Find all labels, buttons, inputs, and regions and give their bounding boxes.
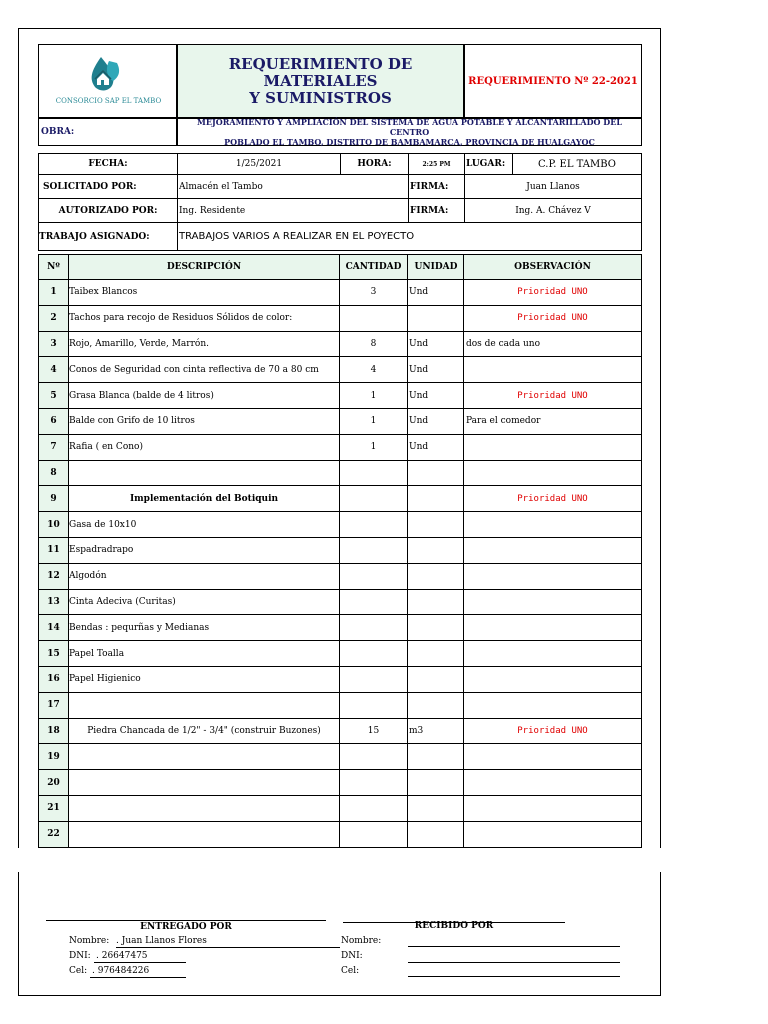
row-description: Piedra Chancada de 1/2" - 3/4" (construir Buzones) bbox=[69, 719, 340, 745]
header-description: DESCRIPCIÓN bbox=[69, 254, 340, 280]
title-line-1: REQUERIMIENTO DE MATERIALES bbox=[228, 54, 413, 90]
row-observation bbox=[464, 770, 642, 796]
row-observation: dos de cada uno bbox=[464, 332, 642, 358]
row-quantity bbox=[340, 770, 408, 796]
dni-value: . 26647475 bbox=[96, 951, 148, 961]
row-description: Rafia ( en Cono) bbox=[69, 435, 340, 461]
table-row bbox=[38, 486, 642, 512]
row-description bbox=[69, 796, 340, 822]
table-row bbox=[38, 409, 642, 435]
row-unit bbox=[408, 641, 464, 667]
recibido-cel-line bbox=[408, 976, 620, 977]
table-row bbox=[38, 357, 642, 383]
row-observation: Prioridad UNO bbox=[464, 486, 642, 512]
cel-label: Cel: bbox=[69, 966, 88, 976]
water-drop-house-logo-icon bbox=[39, 45, 178, 119]
row-number: 19 bbox=[38, 744, 69, 770]
row-description: Conos de Seguridad con cinta reflectiva de 70 a 80 cm bbox=[69, 357, 340, 383]
row-number: 16 bbox=[38, 667, 69, 693]
row-description: Cinta Adeciva (Curitas) bbox=[69, 590, 340, 616]
row-number: 11 bbox=[38, 538, 69, 564]
nombre-label: Nombre: bbox=[69, 936, 110, 946]
row-unit bbox=[408, 564, 464, 590]
recibido-dni-line bbox=[408, 962, 620, 963]
row-observation bbox=[464, 461, 642, 487]
firma-value-1: Juan Llanos bbox=[464, 175, 642, 199]
row-quantity: 3 bbox=[340, 280, 408, 306]
cel-value: . 976484226 bbox=[92, 966, 150, 976]
table-row bbox=[38, 512, 642, 538]
table-row bbox=[38, 435, 642, 461]
row-description: Algodón bbox=[69, 564, 340, 590]
row-quantity bbox=[340, 822, 408, 848]
obra-line-1: MEJORAMIENTO Y AMPLIACIÓN DEL SISTEMA DE AGUA POTABLE Y ALCANTARILLADO DEL CENTRO bbox=[197, 117, 622, 137]
row-unit: Und bbox=[408, 332, 464, 358]
recibido-nombre-label: Nombre: bbox=[341, 936, 382, 946]
row-observation: Prioridad UNO bbox=[464, 719, 642, 745]
row-description: Bendas : pequrñas y Medianas bbox=[69, 615, 340, 641]
row-quantity: 1 bbox=[340, 435, 408, 461]
obra-description-box bbox=[177, 118, 642, 146]
row-quantity: 1 bbox=[340, 383, 408, 409]
row-quantity: 4 bbox=[340, 357, 408, 383]
row-observation: Para el comedor bbox=[464, 409, 642, 435]
row-quantity bbox=[340, 641, 408, 667]
firma-label-2: FIRMA: bbox=[408, 199, 464, 223]
row-quantity bbox=[340, 590, 408, 616]
row-observation bbox=[464, 512, 642, 538]
header-unit: UNIDAD bbox=[408, 254, 464, 280]
row-description: Gasa de 10x10 bbox=[69, 512, 340, 538]
row-observation: Prioridad UNO bbox=[464, 280, 642, 306]
row-unit bbox=[408, 693, 464, 719]
table-header-row bbox=[38, 254, 642, 280]
requirement-number: REQUERIMIENTO Nº 22-2021 bbox=[468, 75, 638, 87]
row-number: 20 bbox=[38, 770, 69, 796]
row-number: 4 bbox=[38, 357, 69, 383]
row-unit: m3 bbox=[408, 719, 464, 745]
row-unit bbox=[408, 770, 464, 796]
trabajo-value: TRABAJOS VARIOS A REALIZAR EN EL POYECTO bbox=[177, 223, 642, 251]
row-unit bbox=[408, 796, 464, 822]
row-number: 9 bbox=[38, 486, 69, 512]
autorizado-label: AUTORIZADO POR: bbox=[38, 199, 177, 223]
obra-label: OBRA: bbox=[41, 127, 75, 137]
row-description: Rojo, Amarillo, Verde, Marrón. bbox=[69, 332, 340, 358]
row-quantity bbox=[340, 667, 408, 693]
dni-label: DNI: bbox=[69, 951, 91, 961]
row-number: 15 bbox=[38, 641, 69, 667]
page-title bbox=[178, 56, 463, 107]
row-number: 18 bbox=[38, 719, 69, 745]
row-unit bbox=[408, 486, 464, 512]
row-unit bbox=[408, 538, 464, 564]
row-observation bbox=[464, 796, 642, 822]
row-quantity bbox=[340, 486, 408, 512]
row-observation bbox=[464, 641, 642, 667]
row-description: Tachos para recojo de Residuos Sólidos de color: bbox=[69, 306, 340, 332]
row-quantity bbox=[340, 693, 408, 719]
row-quantity bbox=[340, 615, 408, 641]
row-unit: Und bbox=[408, 435, 464, 461]
table-row bbox=[38, 615, 642, 641]
table-row bbox=[38, 770, 642, 796]
table-row bbox=[38, 822, 642, 848]
row-number: 17 bbox=[38, 693, 69, 719]
solicitado-label: SOLICITADO POR: bbox=[38, 175, 177, 199]
firma-value-2: Ing. A. Chávez V bbox=[464, 199, 642, 223]
row-unit bbox=[408, 667, 464, 693]
row-description: Papel Higienico bbox=[69, 667, 340, 693]
title-box bbox=[177, 44, 464, 118]
row-description: Espadradrapo bbox=[69, 538, 340, 564]
row-number: 13 bbox=[38, 590, 69, 616]
row-observation bbox=[464, 435, 642, 461]
dni-underline bbox=[94, 962, 186, 963]
fecha-label: FECHA: bbox=[38, 153, 177, 175]
requirement-number-box bbox=[464, 44, 642, 118]
obra-line-2: POBLADO EL TAMBO, DISTRITO DE BAMBAMARCA, PROVINCIA DE HUALGAYOC bbox=[224, 137, 595, 147]
cel-underline bbox=[90, 977, 186, 978]
trabajo-label: TRABAJO ASIGNADO: bbox=[38, 223, 177, 251]
title-line-2: Y SUMINISTROS bbox=[249, 88, 392, 107]
row-unit bbox=[408, 461, 464, 487]
row-observation bbox=[464, 564, 642, 590]
table-row bbox=[38, 744, 642, 770]
fecha-value: 1/25/2021 bbox=[177, 153, 340, 175]
row-number: 12 bbox=[38, 564, 69, 590]
row-quantity bbox=[340, 564, 408, 590]
table-row bbox=[38, 280, 642, 306]
row-unit bbox=[408, 615, 464, 641]
row-description: Papel Toalla bbox=[69, 641, 340, 667]
firma-label-1: FIRMA: bbox=[408, 175, 464, 199]
row-unit bbox=[408, 590, 464, 616]
recibido-title: RECIBIDO POR bbox=[414, 921, 494, 931]
table-row bbox=[38, 564, 642, 590]
row-description bbox=[69, 822, 340, 848]
table-row bbox=[38, 332, 642, 358]
table-row bbox=[38, 693, 642, 719]
row-number: 7 bbox=[38, 435, 69, 461]
hora-value: 2:25 PM bbox=[408, 153, 464, 175]
table-row bbox=[38, 796, 642, 822]
recibido-cel-label: Cel: bbox=[341, 966, 360, 976]
row-description: Implementación del Botiquin bbox=[69, 486, 340, 512]
row-number: 21 bbox=[38, 796, 69, 822]
row-observation bbox=[464, 822, 642, 848]
entregado-line bbox=[46, 920, 326, 921]
row-quantity: 1 bbox=[340, 409, 408, 435]
row-number: 14 bbox=[38, 615, 69, 641]
obra-description bbox=[178, 117, 641, 147]
recibido-nombre-line bbox=[408, 946, 620, 947]
row-description bbox=[69, 744, 340, 770]
recibido-dni-label: DNI: bbox=[341, 951, 363, 961]
row-observation bbox=[464, 693, 642, 719]
row-unit: Und bbox=[408, 383, 464, 409]
header-number: Nº bbox=[38, 254, 69, 280]
row-unit: Und bbox=[408, 280, 464, 306]
row-number: 3 bbox=[38, 332, 69, 358]
row-number: 22 bbox=[38, 822, 69, 848]
row-quantity: 8 bbox=[340, 332, 408, 358]
row-observation bbox=[464, 538, 642, 564]
row-description bbox=[69, 461, 340, 487]
table-row bbox=[38, 641, 642, 667]
row-observation: Prioridad UNO bbox=[464, 383, 642, 409]
row-unit: Und bbox=[408, 409, 464, 435]
row-observation bbox=[464, 744, 642, 770]
table-row bbox=[38, 667, 642, 693]
row-number: 8 bbox=[38, 461, 69, 487]
lugar-value: C.P. EL TAMBO bbox=[512, 153, 642, 175]
row-description: Taibex Blancos bbox=[69, 280, 340, 306]
row-quantity: 15 bbox=[340, 719, 408, 745]
row-observation: Prioridad UNO bbox=[464, 306, 642, 332]
row-quantity bbox=[340, 538, 408, 564]
solicitado-value: Almacén el Tambo bbox=[177, 175, 408, 199]
nombre-value: . Juan Llanos Flores bbox=[116, 936, 207, 946]
row-observation bbox=[464, 615, 642, 641]
row-description: Grasa Blanca (balde de 4 litros) bbox=[69, 383, 340, 409]
header-observation: OBSERVACIÓN bbox=[464, 254, 642, 280]
table-row bbox=[38, 306, 642, 332]
table-row bbox=[38, 461, 642, 487]
row-quantity bbox=[340, 461, 408, 487]
table-row bbox=[38, 383, 642, 409]
row-unit: Und bbox=[408, 357, 464, 383]
nombre-underline bbox=[116, 947, 340, 948]
table-row bbox=[38, 590, 642, 616]
autorizado-value: Ing. Residente bbox=[177, 199, 408, 223]
row-number: 6 bbox=[38, 409, 69, 435]
row-number: 10 bbox=[38, 512, 69, 538]
row-quantity bbox=[340, 512, 408, 538]
row-number: 1 bbox=[38, 280, 69, 306]
table-row bbox=[38, 538, 642, 564]
row-number: 2 bbox=[38, 306, 69, 332]
obra-label-box bbox=[38, 118, 177, 146]
row-observation bbox=[464, 667, 642, 693]
hora-label: HORA: bbox=[340, 153, 408, 175]
logo bbox=[38, 44, 177, 118]
header-quantity: CANTIDAD bbox=[340, 254, 408, 280]
row-unit bbox=[408, 822, 464, 848]
row-number: 5 bbox=[38, 383, 69, 409]
entregado-title: ENTREGADO POR bbox=[140, 922, 232, 932]
row-quantity bbox=[340, 796, 408, 822]
row-observation bbox=[464, 357, 642, 383]
logo-text: CONSORCIO SAP EL TAMBO bbox=[55, 97, 162, 105]
row-unit bbox=[408, 306, 464, 332]
table-row bbox=[38, 719, 642, 745]
lugar-label: LUGAR: bbox=[464, 153, 512, 175]
row-quantity bbox=[340, 744, 408, 770]
row-description bbox=[69, 770, 340, 796]
row-quantity bbox=[340, 306, 408, 332]
row-unit bbox=[408, 512, 464, 538]
row-description: Balde con Grifo de 10 litros bbox=[69, 409, 340, 435]
row-unit bbox=[408, 744, 464, 770]
row-observation bbox=[464, 590, 642, 616]
row-description bbox=[69, 693, 340, 719]
